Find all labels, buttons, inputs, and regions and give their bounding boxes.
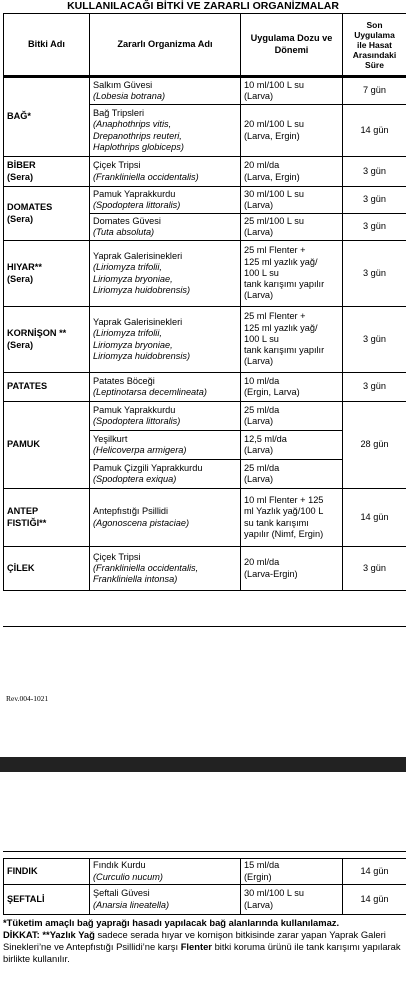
page-break-bar xyxy=(0,757,406,772)
header-phi: Son Uygulama ile Hasat Arasındaki Süre xyxy=(343,14,406,77)
phi-cell: 14 gün xyxy=(343,105,406,157)
dose-cell: 25 ml/da (Larva) xyxy=(241,460,343,489)
pest-cell: Çiçek Tripsi (Frankliniella occidentalis, Frankliniella intonsa) xyxy=(90,547,241,591)
phi-cell: 3 gün xyxy=(343,214,406,241)
dose-cell: 10 ml/100 L su (Larva) xyxy=(241,77,343,105)
pest-cell: Salkım Güvesi (Lobesia botrana) xyxy=(90,77,241,105)
table-row xyxy=(4,373,406,402)
revision-label: Rev.004-1021 xyxy=(6,694,49,703)
pest-cell: Bağ Tripsleri (Anaphothrips vitis, Drepanothrips reuteri, Haplothrips globiceps) xyxy=(90,105,241,157)
phi-cell: 3 gün xyxy=(343,307,406,373)
header-plant: Bitki Adı xyxy=(4,14,90,77)
table-row xyxy=(4,77,406,105)
header-pest: Zararlı Organizma Adı xyxy=(90,14,241,77)
pest-cell: Çiçek Tripsi (Frankliniella occidentalis) xyxy=(90,157,241,187)
dose-cell: 12,5 ml/da (Larva) xyxy=(241,431,343,460)
phi-cell: 3 gün xyxy=(343,157,406,187)
usage-table xyxy=(3,13,406,591)
phi-cell: 28 gün xyxy=(343,402,406,489)
dose-cell: 25 ml Flenter + 125 ml yazlık yağ/ 100 L su tank karışımı yapılır (Larva) xyxy=(241,241,343,307)
plant-cell: ŞEFTALİ xyxy=(4,885,90,915)
phi-cell: 14 gün xyxy=(343,859,406,885)
table-row xyxy=(4,547,406,591)
phi-cell: 3 gün xyxy=(343,373,406,402)
pest-cell: Yeşilkurt (Helicoverpa armigera) xyxy=(90,431,241,460)
phi-cell: 14 gün xyxy=(343,489,406,547)
pest-cell: Şeftali Güvesi (Anarsia lineatella) xyxy=(90,885,241,915)
notes xyxy=(3,917,403,965)
plant-cell: PATATES xyxy=(4,373,90,402)
dose-cell: 15 ml/da (Ergin) xyxy=(241,859,343,885)
dose-cell: 20 ml/da (Larva-Ergin) xyxy=(241,547,343,591)
usage-table-continued xyxy=(3,858,406,915)
pest-cell: Pamuk Yaprakkurdu (Spodoptera littoralis) xyxy=(90,402,241,431)
table-row xyxy=(4,241,406,307)
plant-cell: FINDIK xyxy=(4,859,90,885)
phi-cell: 7 gün xyxy=(343,77,406,105)
note-grape-leaf: *Tüketim amaçlı bağ yaprağı hasadı yapılacak bağ alanlarında kullanılamaz. xyxy=(3,917,340,928)
plant-cell: KORNİŞON ** (Sera) xyxy=(4,307,90,373)
table-row xyxy=(4,307,406,373)
plant-cell: PAMUK xyxy=(4,402,90,489)
pest-cell: Antepfıstığı Psillidi (Agonoscena pistaciae) xyxy=(90,489,241,547)
pest-cell: Domates Güvesi (Tuta absoluta) xyxy=(90,214,241,241)
phi-cell: 3 gün xyxy=(343,187,406,214)
divider xyxy=(3,626,406,627)
divider xyxy=(3,851,406,852)
phi-cell: 14 gün xyxy=(343,885,406,915)
dose-cell: 20 ml/da (Larva, Ergin) xyxy=(241,157,343,187)
plant-cell: BAĞ* xyxy=(4,77,90,157)
note-warning: DİKKAT: **Yazlık Yağ sadece serada hıyar ve kornişon bitkisinde zarar yapan Yaprak Galeri Sinekleri’ne ve Antepfıstığı Psillidi’ne karşı Flenter bitki koruma ürünü ile tank karışımı yapılarak birlikte kullanılır. xyxy=(3,929,401,964)
dose-cell: 25 ml Flenter + 125 ml yazlık yağ/ 100 L su tank karışımı yapılır (Larva) xyxy=(241,307,343,373)
pest-cell: Pamuk Yaprakkurdu (Spodoptera littoralis) xyxy=(90,187,241,214)
pest-cell: Yaprak Galerisinekleri (Liriomyza trifolii, Liriomyza bryoniae, Liriomyza huidobrensis) xyxy=(90,241,241,307)
pest-cell: Pamuk Çizgili Yaprakkurdu (Spodoptera exiqua) xyxy=(90,460,241,489)
dose-cell: 25 ml/100 L su (Larva) xyxy=(241,214,343,241)
table-row xyxy=(4,402,406,431)
pest-cell: Patates Böceği (Leptinotarsa decemlineata) xyxy=(90,373,241,402)
table-row xyxy=(4,157,406,187)
dose-cell: 10 ml/da (Ergin, Larva) xyxy=(241,373,343,402)
dose-cell: 30 ml/100 L su (Larva) xyxy=(241,885,343,915)
page-title: KULLANILACAĞI BİTKİ VE ZARARLI ORGANİZMALAR xyxy=(67,0,339,12)
pest-cell: Fındık Kurdu (Curculio nucum) xyxy=(90,859,241,885)
header-dose: Uygulama Dozu ve Dönemi xyxy=(241,14,343,77)
dose-cell: 25 ml/da (Larva) xyxy=(241,402,343,431)
pest-cell: Yaprak Galerisinekleri (Liriomyza trifolii, Liriomyza bryoniae, Liriomyza huidobrensis) xyxy=(90,307,241,373)
plant-cell: ÇİLEK xyxy=(4,547,90,591)
dose-cell: 30 ml/100 L su (Larva) xyxy=(241,187,343,214)
table-row xyxy=(4,187,406,214)
phi-cell: 3 gün xyxy=(343,547,406,591)
plant-cell: DOMATES (Sera) xyxy=(4,187,90,241)
dose-cell: 10 ml Flenter + 125 ml Yazlık yağ/100 L su tank karışımı yapılır (Nimf, Ergin) xyxy=(241,489,343,547)
table-row xyxy=(4,859,406,885)
plant-cell: ANTEP FISTIĞI** xyxy=(4,489,90,547)
plant-cell: HIYAR** (Sera) xyxy=(4,241,90,307)
table-row xyxy=(4,885,406,915)
dose-cell: 20 ml/100 L su (Larva, Ergin) xyxy=(241,105,343,157)
table-row xyxy=(4,489,406,547)
phi-cell: 3 gün xyxy=(343,241,406,307)
plant-cell: BİBER (Sera) xyxy=(4,157,90,187)
